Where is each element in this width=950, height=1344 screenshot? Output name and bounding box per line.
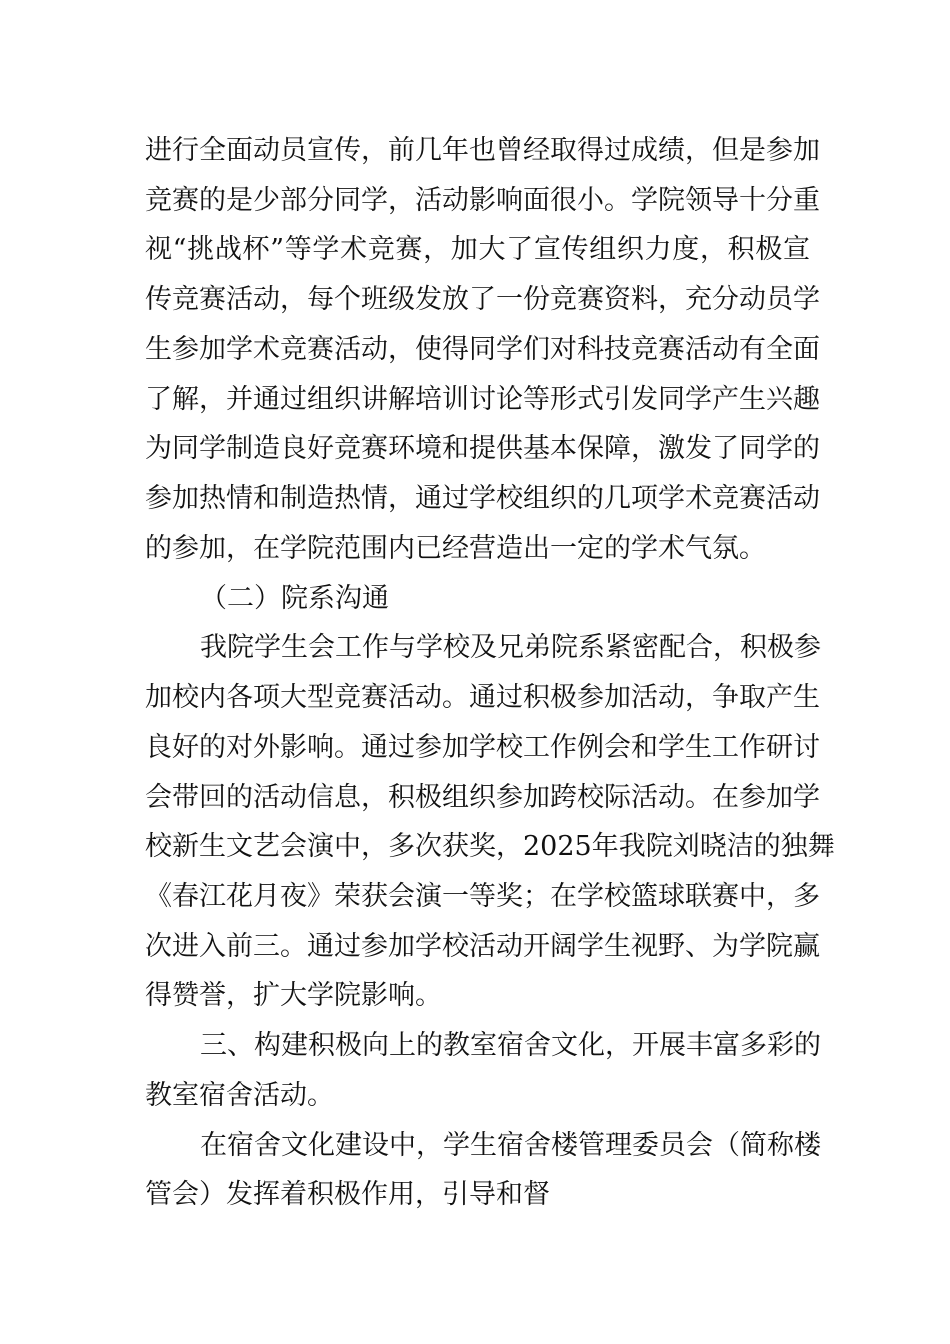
paragraph-line: 视“挑战杯”等学术竞赛，加大了宣传组织力度，积极宣 [145, 234, 810, 265]
section-heading: 三、构建积极向上的教室宿舍文化，开展丰富多彩的 [200, 1030, 821, 1061]
paragraph-line: 管会）发挥着积极作用，引导和督 [145, 1179, 550, 1210]
paragraph-line: 加校内各项大型竞赛活动。通过积极参加活动，争取产生 [145, 682, 820, 713]
paragraph-line: 在宿舍文化建设中，学生宿舍楼管理委员会（简称楼 [200, 1130, 821, 1161]
paragraph-line: 得赞誉，扩大学院影响。 [145, 980, 442, 1011]
paragraph-line: 次进入前三。通过参加学校活动开阔学生视野、为学院赢 [145, 931, 820, 962]
section-heading: （二）院系沟通 [200, 583, 389, 614]
paragraph-line: 参加热情和制造热情，通过学校组织的几项学术竞赛活动 [145, 483, 820, 514]
section-heading-continuation: 教室宿舍活动。 [145, 1080, 334, 1111]
paragraph-line: 生参加学术竞赛活动，使得同学们对科技竞赛活动有全面 [145, 334, 820, 365]
paragraph-line: 我院学生会工作与学校及兄弟院系紧密配合，积极参 [200, 632, 821, 663]
paragraph-line: 校新生文艺会演中，多次获奖，2025年我院刘晓洁的独舞 [145, 831, 835, 862]
paragraph-line: 为同学制造良好竞赛环境和提供基本保障，激发了同学的 [145, 433, 820, 464]
paragraph-line: 进行全面动员宣传，前几年也曾经取得过成绩，但是参加 [145, 135, 820, 166]
paragraph-line: 会带回的活动信息，积极组织参加跨校际活动。在参加学 [145, 782, 820, 813]
paragraph-line: 传竞赛活动，每个班级发放了一份竞赛资料，充分动员学 [145, 284, 820, 315]
paragraph-line: 的参加，在学院范围内已经营造出一定的学术气氛。 [145, 533, 766, 564]
paragraph-line: 《春江花月夜》荣获会演一等奖；在学校篮球联赛中，多 [145, 881, 820, 912]
paragraph-line: 了解，并通过组织讲解培训讨论等形式引发同学产生兴趣 [145, 384, 820, 415]
paragraph-line: 良好的对外影响。通过参加学校工作例会和学生工作研讨 [145, 732, 820, 763]
paragraph-line: 竞赛的是少部分同学，活动影响面很小。学院领导十分重 [145, 185, 820, 216]
